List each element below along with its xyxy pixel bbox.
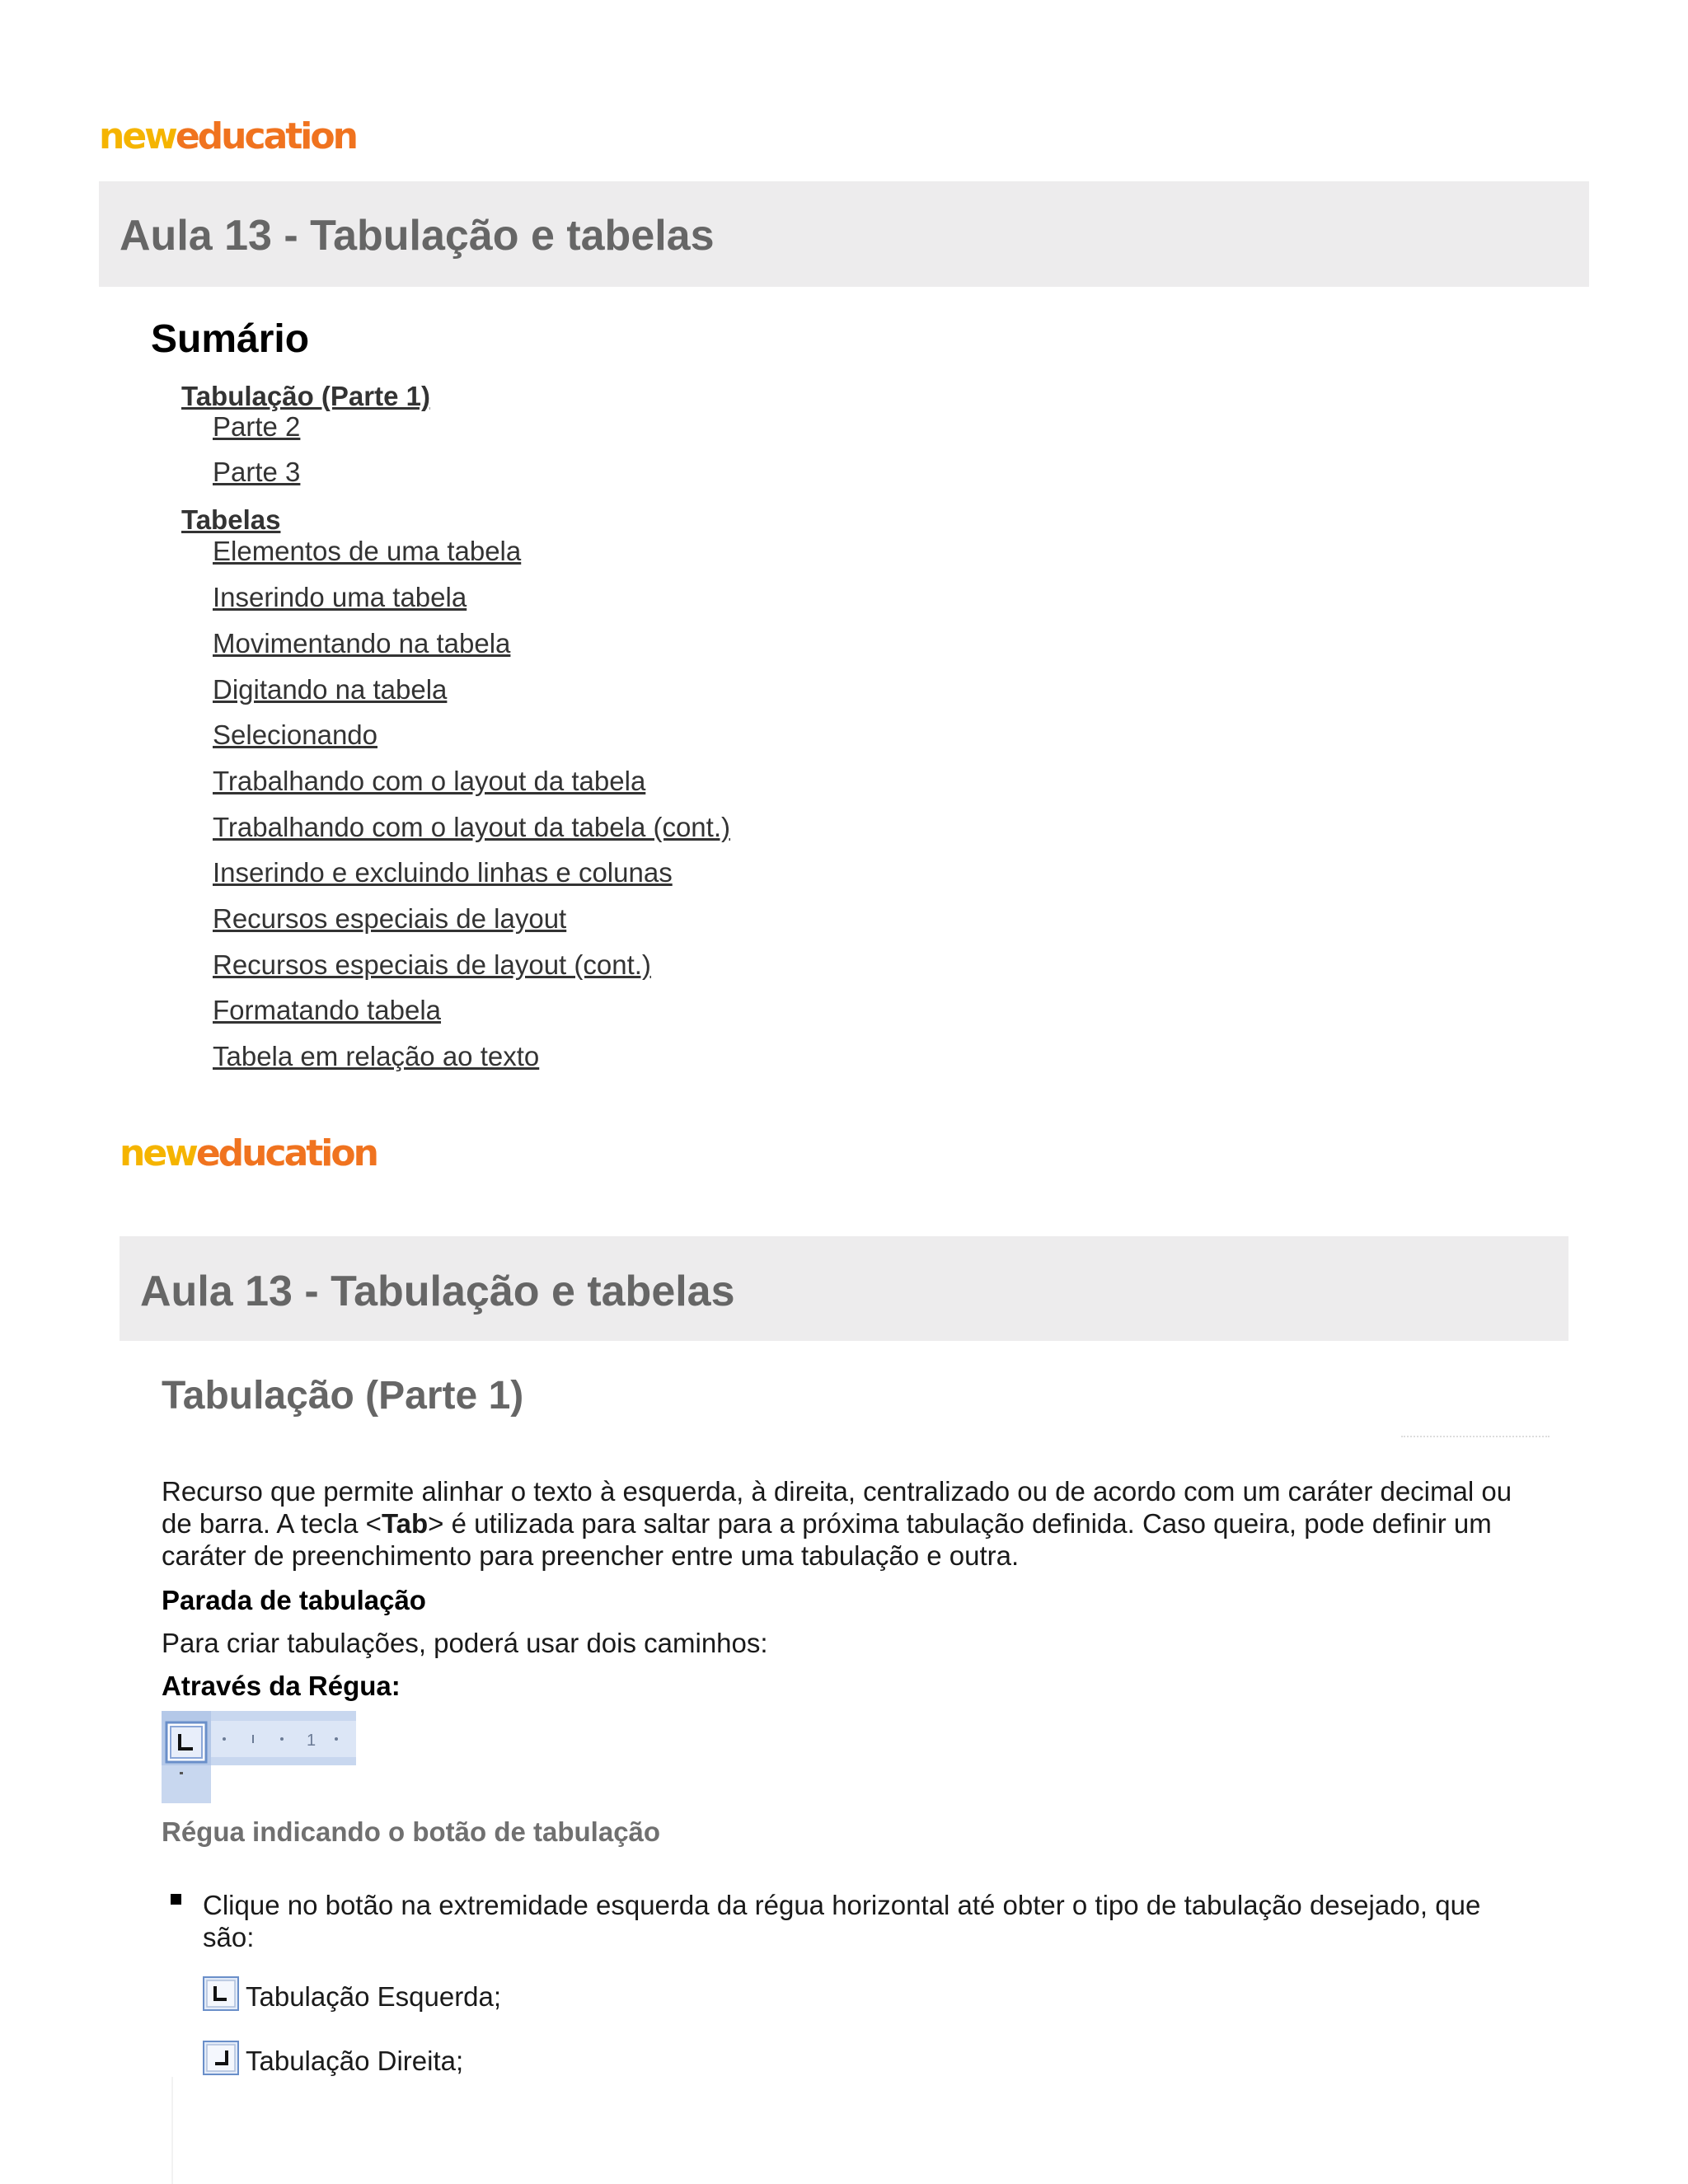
toc-link-inserindo-tabela[interactable]: Inserindo uma tabela	[213, 582, 467, 612]
toc-link-elementos[interactable]: Elementos de uma tabela	[213, 536, 522, 566]
toc-link-layout-cont[interactable]: Trabalhando com o layout da tabela (cont.)	[213, 812, 730, 842]
lesson-title-banner	[99, 181, 1589, 287]
lesson-title: Aula 13 - Tabulação e tabelas	[140, 1268, 735, 1315]
toc-link-recursos-especiais[interactable]: Recursos especiais de layout	[213, 903, 567, 934]
tab-left-icon	[203, 1976, 239, 2011]
divider	[1401, 1436, 1550, 1441]
newEducation-logo: neweducation	[120, 1132, 377, 1174]
toc-link-parte-2[interactable]: Parte 2	[213, 411, 301, 442]
paths-text: Para criar tabulações, poderá usar dois caminhos:	[162, 1628, 768, 1658]
tab-type-right-label: Tabulação Direita;	[246, 2046, 464, 2076]
toc-link-recursos-especiais-cont[interactable]: Recursos especiais de layout (cont.)	[213, 949, 651, 980]
toc-link-selecionando[interactable]: Selecionando	[213, 719, 377, 750]
tab-right-icon	[203, 2041, 239, 2075]
ruler-tick-label: 1	[307, 1732, 316, 1750]
summary-heading: Sumário	[151, 317, 310, 361]
section-heading: Tabulação (Parte 1)	[162, 1374, 524, 1418]
bullet-icon	[171, 1894, 181, 1905]
toc-link-layout[interactable]: Trabalhando com o layout da tabela	[213, 766, 646, 796]
toc-link-formatando[interactable]: Formatando tabela	[213, 995, 442, 1025]
lesson-title: Aula 13 - Tabulação e tabelas	[120, 212, 715, 260]
intro-paragraph: Recurso que permite alinhar o texto à esquerda, à direita, centralizado ou de acordo com um caráter decimal ou de barra. A tecla <Tab> é utilizada para saltar para a próxima tabulação definida. Caso queira, pode definir um caráter de preenchimento para preencher entre uma tabulação e outra.	[162, 1476, 1512, 1571]
toc-link-digitando[interactable]: Digitando na tabela	[213, 674, 448, 705]
toc-link-relacao-texto[interactable]: Tabela em relação ao texto	[213, 1041, 540, 1071]
tab-type-left-label: Tabulação Esquerda;	[246, 1981, 502, 2012]
subheading-parada: Parada de tabulação	[162, 1585, 426, 1615]
toc-link-movimentando[interactable]: Movimentando na tabela	[213, 628, 511, 658]
toc-link-tabulacao-parte-1[interactable]: Tabulação (Parte 1)	[181, 381, 430, 411]
toc-link-linhas-colunas[interactable]: Inserindo e excluindo linhas e colunas	[213, 857, 673, 888]
tab-key-label: Tab	[381, 1508, 429, 1539]
subheading-regua: Através da Régua:	[162, 1671, 401, 1701]
image-caption: Régua indicando o botão de tabulação	[162, 1816, 661, 1847]
lesson-title-banner	[120, 1236, 1568, 1341]
divider	[171, 2077, 173, 2184]
bullet-text: Clique no botão na extremidade esquerda da régua horizontal até obter o tipo de tabulação desejado, que são:	[203, 1890, 1481, 1952]
toc-link-tabelas[interactable]: Tabelas	[181, 504, 281, 535]
ruler-image	[162, 1711, 356, 1803]
newEducation-logo: neweducation	[99, 115, 356, 157]
toc-link-parte-3[interactable]: Parte 3	[213, 457, 301, 487]
